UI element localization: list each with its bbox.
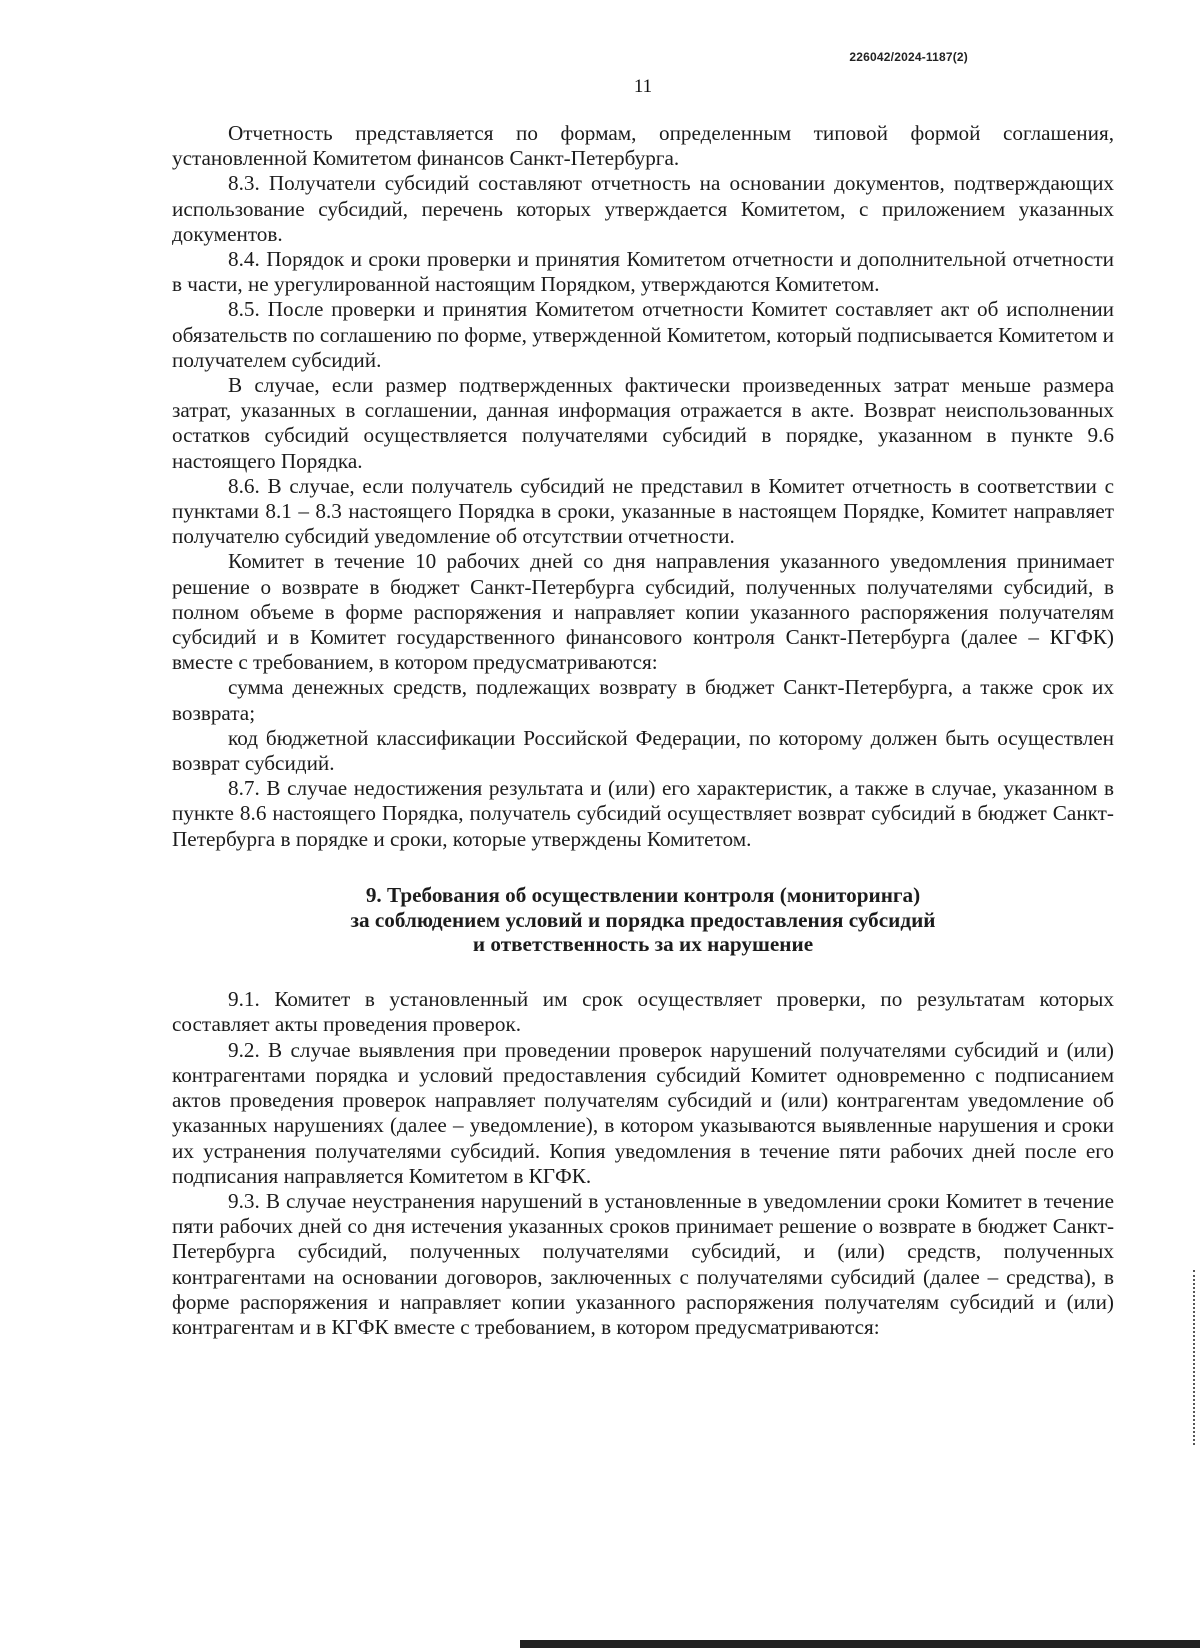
- paragraph-8-4: 8.4. Порядок и сроки проверки и принятия Комитетом отчетности и дополнительной отчетности в части, не урегулированной настоящим Порядком, утверждаются Комитетом.: [172, 247, 1114, 297]
- document-registration-number: 226042/2024-1187(2): [849, 50, 968, 64]
- paragraph-8-6-return-decision: Комитет в течение 10 рабочих дней со дня направления указанного уведомления принимает решение о возврате в бюджет Санкт-Петербурга субсидий, полученных получателями субсидий, в полном объеме в форме распоряжения и направляет копии указанного распоряжения получателям субсидий и в Комитет государственного финансового контроля Санкт-Петербурга (далее – КГФК) вместе с требованием, в котором предусматриваются:: [172, 549, 1114, 675]
- section-9-heading: [172, 883, 1114, 957]
- paragraph-8-3: 8.3. Получатели субсидий составляют отчетность на основании документов, подтверждающих использование субсидий, перечень которых утверждается Комитетом, с приложением указанных документов.: [172, 171, 1114, 246]
- paragraph-9-2: 9.2. В случае выявления при проведении проверок нарушений получателями субсидий и (или) контрагентами порядка и условий предоставления субсидий Комитет одновременно с подписанием актов проведения проверок направляет получателям субсидий и (или) контрагентам уведомление об указанных нарушениях (далее – уведомление), в котором указываются выявленные нарушения и сроки их устранения получателями субсидий. Копия уведомления в течение пяти рабочих дней после его подписания направляется Комитетом в КГФК.: [172, 1037, 1114, 1188]
- paragraph-8-6-budget-code: код бюджетной классификации Российской Федерации, по которому должен быть осуществлен возврат субсидий.: [172, 725, 1114, 776]
- section-9-heading-line-2: за соблюдением условий и порядка предоставления субсидий: [350, 907, 936, 932]
- paragraph-8-5: 8.5. После проверки и принятия Комитетом отчетности Комитет составляет акт об исполнении обязательств по соглашению по форме, утвержденной Комитетом, который подписывается Комитетом и получателем субсидий.: [172, 297, 1114, 372]
- section-9-heading-line-1: 9. Требования об осуществлении контроля (мониторинга): [365, 882, 921, 907]
- paragraph-9-1: 9.1. Комитет в установленный им срок осуществляет проверки, по результатам которых составляет акты проведения проверок.: [172, 987, 1114, 1037]
- paragraph-8-6-amount: сумма денежных средств, подлежащих возврату в бюджет Санкт-Петербурга, а также срок их возврата;: [172, 675, 1114, 725]
- paragraph-9-3: 9.3. В случае неустранения нарушений в установленные в уведомлении сроки Комитет в течение пяти рабочих дней со дня истечения указанных сроков принимает решение о возврате в бюджет Санкт-Петербурга субсидий, полученных получателями субсидий, и (или) средств, полученных контрагентами на основании договоров, заключенных с получателями субсидий (далее – средства), в форме распоряжения и направляет копии указанного распоряжения получателям субсидий и (или) контрагентам и в КГФК вместе с требованием, в котором предусматриваются:: [172, 1188, 1114, 1339]
- page-number: 11: [633, 76, 653, 97]
- paragraph-reporting-forms: Отчетность представляется по формам, определенным типовой формой соглашения, установленной Комитетом финансов Санкт-Петербурга.: [172, 121, 1114, 171]
- paragraph-8-5-cost-difference: В случае, если размер подтвержденных фактически произведенных затрат меньше размера затрат, указанных в соглашении, данная информация отражается в акте. Возврат неиспользованных остатков субсидий осуществляется получателями субсидий в порядке, указанном в пункте 9.6 настоящего Порядка.: [172, 373, 1114, 473]
- scan-bottom-edge: [520, 1640, 1200, 1648]
- section-9-heading-line-3: и ответственность за их нарушение: [472, 932, 814, 957]
- paragraph-8-6: 8.6. В случае, если получатель субсидий не представил в Комитет отчетность в соответствии с пунктами 8.1 – 8.3 настоящего Порядка в сроки, указанные в настоящем Порядке, Комитет направляет получателю субсидий уведомление об отсутствии отчетности.: [172, 473, 1114, 549]
- scan-edge-mark: [1193, 1270, 1197, 1445]
- paragraph-8-7: 8.7. В случае недостижения результата и (или) его характеристик, а также в случае, указанном в пункте 8.6 настоящего Порядка, получатель субсидий осуществляет возврат субсидий в бюджет Санкт-Петербурга в порядке и сроки, которые утверждены Комитетом.: [172, 776, 1114, 851]
- document-body: [172, 121, 1114, 1340]
